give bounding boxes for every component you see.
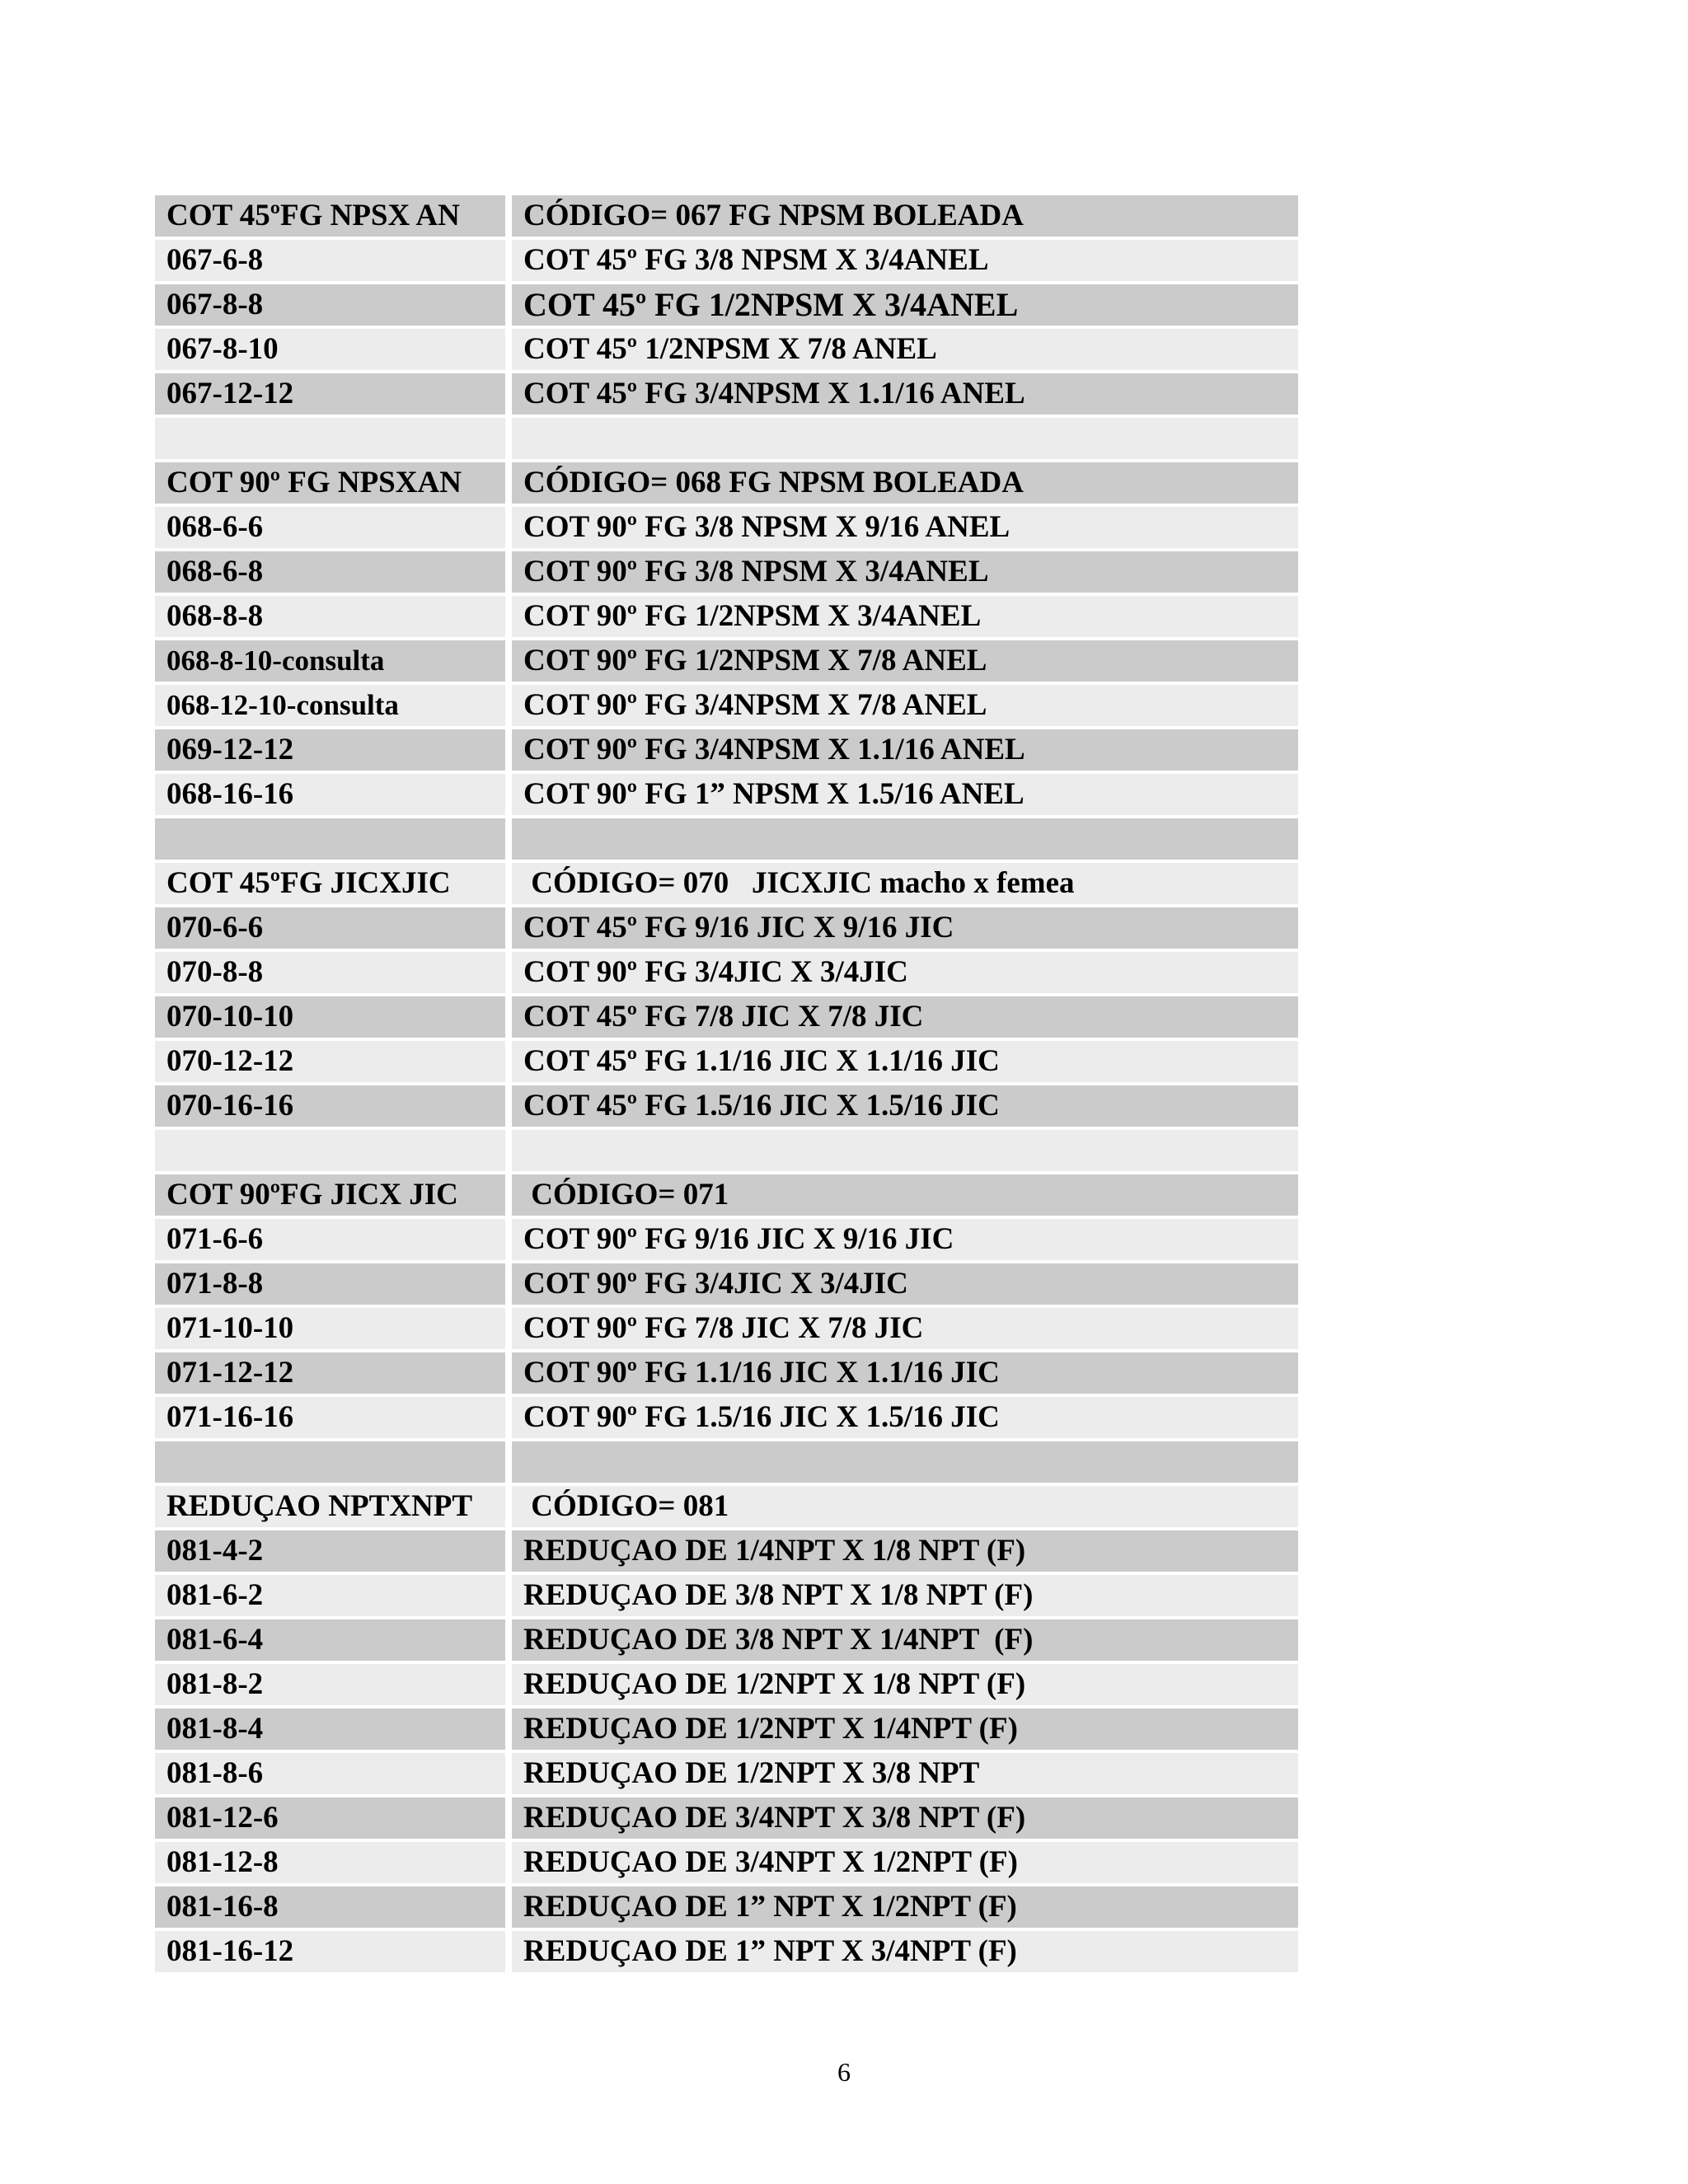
description-cell (512, 418, 1298, 459)
spacer-row (155, 1130, 1298, 1171)
code-cell: 081-8-6 (155, 1753, 505, 1794)
description-cell: REDUÇAO DE 1” NPT X 1/2NPT (F) (512, 1886, 1298, 1928)
table-row (155, 596, 1298, 637)
code-cell: COT 90º FG NPSXAN (155, 462, 505, 504)
code-cell: 070-8-8 (155, 952, 505, 993)
table-row (155, 1219, 1298, 1260)
table-row (155, 1619, 1298, 1661)
page-number: 6 (837, 2057, 851, 2087)
spacer-row (155, 418, 1298, 459)
description-cell: REDUÇAO DE 1/4NPT X 1/8 NPT (F) (512, 1530, 1298, 1572)
table-row (155, 640, 1298, 682)
description-cell: COT 45º FG 9/16 JIC X 9/16 JIC (512, 907, 1298, 949)
description-cell: COT 90º FG 3/4NPSM X 1.1/16 ANEL (512, 729, 1298, 771)
code-cell (155, 1130, 505, 1171)
code-cell: 071-12-12 (155, 1352, 505, 1394)
table-row (155, 952, 1298, 993)
code-cell: COT 90ºFG JICX JIC (155, 1174, 505, 1216)
table-row (155, 1797, 1298, 1839)
description-cell: COT 90º FG 3/8 NPSM X 9/16 ANEL (512, 507, 1298, 548)
description-cell: COT 45º FG 3/4NPSM X 1.1/16 ANEL (512, 373, 1298, 415)
code-cell (155, 1441, 505, 1483)
table-row (155, 1575, 1298, 1616)
table-row (155, 1352, 1298, 1394)
table-row (155, 1842, 1298, 1883)
code-cell: 068-6-6 (155, 507, 505, 548)
table-row (155, 1753, 1298, 1794)
code-cell: 070-12-12 (155, 1041, 505, 1082)
code-cell: 081-12-8 (155, 1842, 505, 1883)
code-cell: COT 45ºFG JICXJIC (155, 863, 505, 904)
section-header-row (155, 1486, 1298, 1527)
description-cell (512, 818, 1298, 860)
code-cell: 070-10-10 (155, 996, 505, 1038)
description-cell: REDUÇAO DE 1” NPT X 3/4NPT (F) (512, 1931, 1298, 1972)
table-row (155, 1664, 1298, 1705)
description-cell: COT 90º FG 3/4JIC X 3/4JIC (512, 952, 1298, 993)
code-cell: 081-12-6 (155, 1797, 505, 1839)
description-cell: CÓDIGO= 067 FG NPSM BOLEADA (512, 195, 1298, 237)
table-row (155, 1886, 1298, 1928)
section-header-row (155, 462, 1298, 504)
code-cell (155, 418, 505, 459)
code-cell: 071-6-6 (155, 1219, 505, 1260)
table-row (155, 1263, 1298, 1305)
table-row (155, 329, 1298, 370)
description-cell: REDUÇAO DE 1/2NPT X 1/4NPT (F) (512, 1708, 1298, 1750)
description-cell: COT 45º FG 1/2NPSM X 3/4ANEL (512, 284, 1298, 326)
code-cell: 069-12-12 (155, 729, 505, 771)
table-row (155, 1931, 1298, 1972)
description-cell: COT 45º FG 3/8 NPSM X 3/4ANEL (512, 240, 1298, 281)
code-cell: 081-8-2 (155, 1664, 505, 1705)
code-cell: 081-4-2 (155, 1530, 505, 1572)
table-row (155, 1708, 1298, 1750)
spacer-row (155, 1441, 1298, 1483)
code-cell: 081-8-4 (155, 1708, 505, 1750)
description-cell: REDUÇAO DE 1/2NPT X 3/8 NPT (512, 1753, 1298, 1794)
description-cell: COT 90º FG 1/2NPSM X 3/4ANEL (512, 596, 1298, 637)
description-cell: COT 45º FG 7/8 JIC X 7/8 JIC (512, 996, 1298, 1038)
description-cell: COT 90º FG 9/16 JIC X 9/16 JIC (512, 1219, 1298, 1260)
description-cell: COT 45º FG 1.5/16 JIC X 1.5/16 JIC (512, 1085, 1298, 1127)
code-cell: REDUÇAO NPTXNPT (155, 1486, 505, 1527)
code-cell (155, 818, 505, 860)
table-row (155, 373, 1298, 415)
description-cell (512, 1441, 1298, 1483)
description-cell: COT 90º FG 1/2NPSM X 7/8 ANEL (512, 640, 1298, 682)
description-cell: CÓDIGO= 071 (512, 1174, 1298, 1216)
table-row (155, 685, 1298, 726)
code-cell: 068-8-10-consulta (155, 640, 505, 682)
code-cell: 070-6-6 (155, 907, 505, 949)
table-row (155, 729, 1298, 771)
description-cell: COT 90º FG 3/8 NPSM X 3/4ANEL (512, 551, 1298, 593)
code-cell: 081-16-8 (155, 1886, 505, 1928)
code-cell: 068-16-16 (155, 774, 505, 815)
description-cell: COT 90º FG 3/4NPSM X 7/8 ANEL (512, 685, 1298, 726)
table-row (155, 907, 1298, 949)
table-row (155, 996, 1298, 1038)
section-header-row (155, 1174, 1298, 1216)
table-row (155, 284, 1298, 326)
description-cell: REDUÇAO DE 3/8 NPT X 1/8 NPT (F) (512, 1575, 1298, 1616)
code-cell: 067-12-12 (155, 373, 505, 415)
table-row (155, 240, 1298, 281)
code-cell: 067-8-8 (155, 284, 505, 326)
description-cell: COT 90º FG 3/4JIC X 3/4JIC (512, 1263, 1298, 1305)
description-cell: REDUÇAO DE 1/2NPT X 1/8 NPT (F) (512, 1664, 1298, 1705)
table-row (155, 551, 1298, 593)
table-row (155, 507, 1298, 548)
code-cell: 068-8-8 (155, 596, 505, 637)
table-row (155, 1308, 1298, 1349)
description-cell: COT 90º FG 1” NPSM X 1.5/16 ANEL (512, 774, 1298, 815)
description-cell: REDUÇAO DE 3/4NPT X 1/2NPT (F) (512, 1842, 1298, 1883)
code-cell: 071-10-10 (155, 1308, 505, 1349)
code-cell: 081-16-12 (155, 1931, 505, 1972)
description-cell (512, 1130, 1298, 1171)
code-cell: 081-6-4 (155, 1619, 505, 1661)
code-cell: 068-6-8 (155, 551, 505, 593)
code-cell: 068-12-10-consulta (155, 685, 505, 726)
description-cell: COT 45º FG 1.1/16 JIC X 1.1/16 JIC (512, 1041, 1298, 1082)
description-cell: CÓDIGO= 070 JICXJIC macho x femea (512, 863, 1298, 904)
table-row (155, 1041, 1298, 1082)
description-cell: COT 90º FG 7/8 JIC X 7/8 JIC (512, 1308, 1298, 1349)
description-cell: REDUÇAO DE 3/4NPT X 3/8 NPT (F) (512, 1797, 1298, 1839)
code-cell: 067-8-10 (155, 329, 505, 370)
description-cell: CÓDIGO= 068 FG NPSM BOLEADA (512, 462, 1298, 504)
description-cell: COT 90º FG 1.1/16 JIC X 1.1/16 JIC (512, 1352, 1298, 1394)
code-cell: 070-16-16 (155, 1085, 505, 1127)
table-row (155, 1530, 1298, 1572)
table-row (155, 1397, 1298, 1438)
description-cell: COT 45º 1/2NPSM X 7/8 ANEL (512, 329, 1298, 370)
code-cell: 067-6-8 (155, 240, 505, 281)
table-row (155, 1085, 1298, 1127)
section-header-row (155, 863, 1298, 904)
catalog-table (155, 195, 1298, 1975)
code-cell: 071-8-8 (155, 1263, 505, 1305)
description-cell: CÓDIGO= 081 (512, 1486, 1298, 1527)
description-cell: REDUÇAO DE 3/8 NPT X 1/4NPT (F) (512, 1619, 1298, 1661)
section-header-row (155, 195, 1298, 237)
code-cell: 071-16-16 (155, 1397, 505, 1438)
code-cell: 081-6-2 (155, 1575, 505, 1616)
description-cell: COT 90º FG 1.5/16 JIC X 1.5/16 JIC (512, 1397, 1298, 1438)
spacer-row (155, 818, 1298, 860)
table-row (155, 774, 1298, 815)
code-cell: COT 45ºFG NPSX AN (155, 195, 505, 237)
